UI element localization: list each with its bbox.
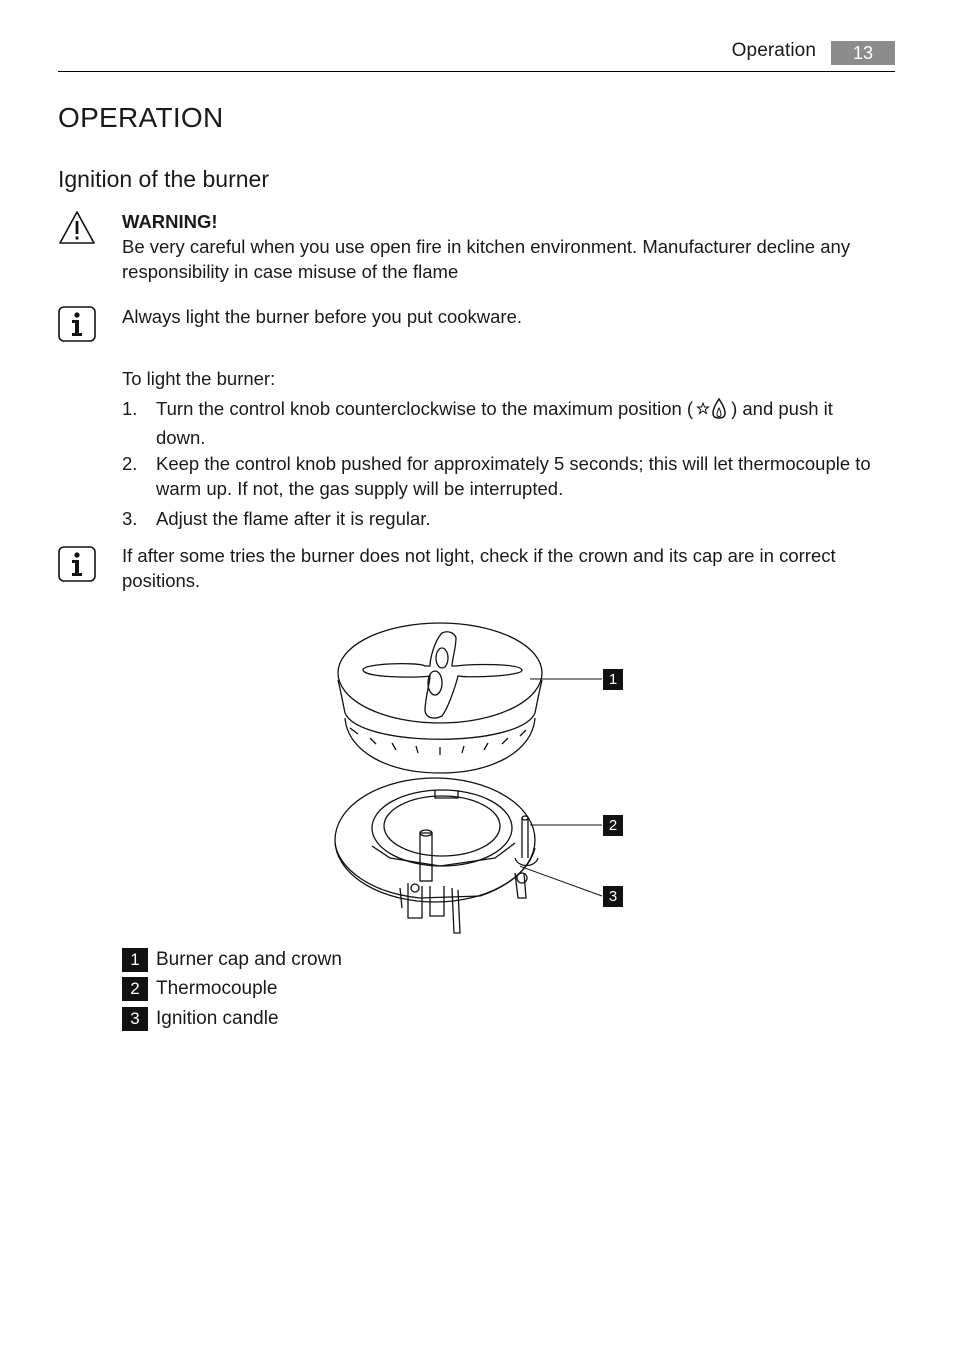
callout-leader-lines: [520, 670, 610, 910]
warning-title: WARNING!: [122, 211, 218, 232]
legend-number: 2: [122, 977, 148, 1001]
warning-text: Be very careful when you use open fire in kitchen environment. Manufacturer decline any responsibility in case misuse of the flame: [122, 236, 851, 282]
step-text-before: Turn the control knob counterclockwise to the maximum position (: [156, 398, 694, 419]
step-text-after: ) and push it down.: [156, 398, 833, 448]
legend-label: Ignition candle: [156, 1008, 279, 1029]
legend-number: 1: [122, 948, 148, 972]
legend-label: Burner cap and crown: [156, 949, 342, 970]
procedure-intro: To light the burner:: [122, 368, 276, 389]
callout-2: 2: [603, 815, 623, 836]
header-rule: [58, 71, 895, 72]
info-text-1: Always light the burner before you put cookware.: [122, 306, 523, 327]
page-number: 13: [831, 41, 895, 65]
legend-label: Thermocouple: [156, 978, 278, 999]
info-text-2: If after some tries the burner does not light, check if the crown and its cap are in correct positions.: [122, 545, 836, 591]
page-title: OPERATION: [58, 102, 224, 133]
legend-number: 3: [122, 1007, 148, 1031]
warning-triangle-icon: [58, 210, 96, 246]
running-header: Operation: [731, 40, 816, 61]
callout-3: 3: [603, 886, 623, 907]
list-item-number: 2.: [122, 453, 138, 474]
info-icon: [58, 546, 96, 582]
step-text: Adjust the flame after it is regular.: [156, 508, 431, 529]
section-heading: Ignition of the burner: [58, 166, 269, 192]
list-item-number: 3.: [122, 508, 138, 529]
callout-1: 1: [603, 669, 623, 690]
ignition-flame-icon: [695, 397, 729, 425]
warning-block: [122, 209, 892, 284]
list-item-number: 1.: [122, 398, 138, 419]
step-text: Keep the control knob pushed for approximately 5 seconds; this will let thermocouple to warm up. If not, the gas supply will be interrupted.: [156, 453, 871, 499]
info-icon: [58, 306, 96, 342]
